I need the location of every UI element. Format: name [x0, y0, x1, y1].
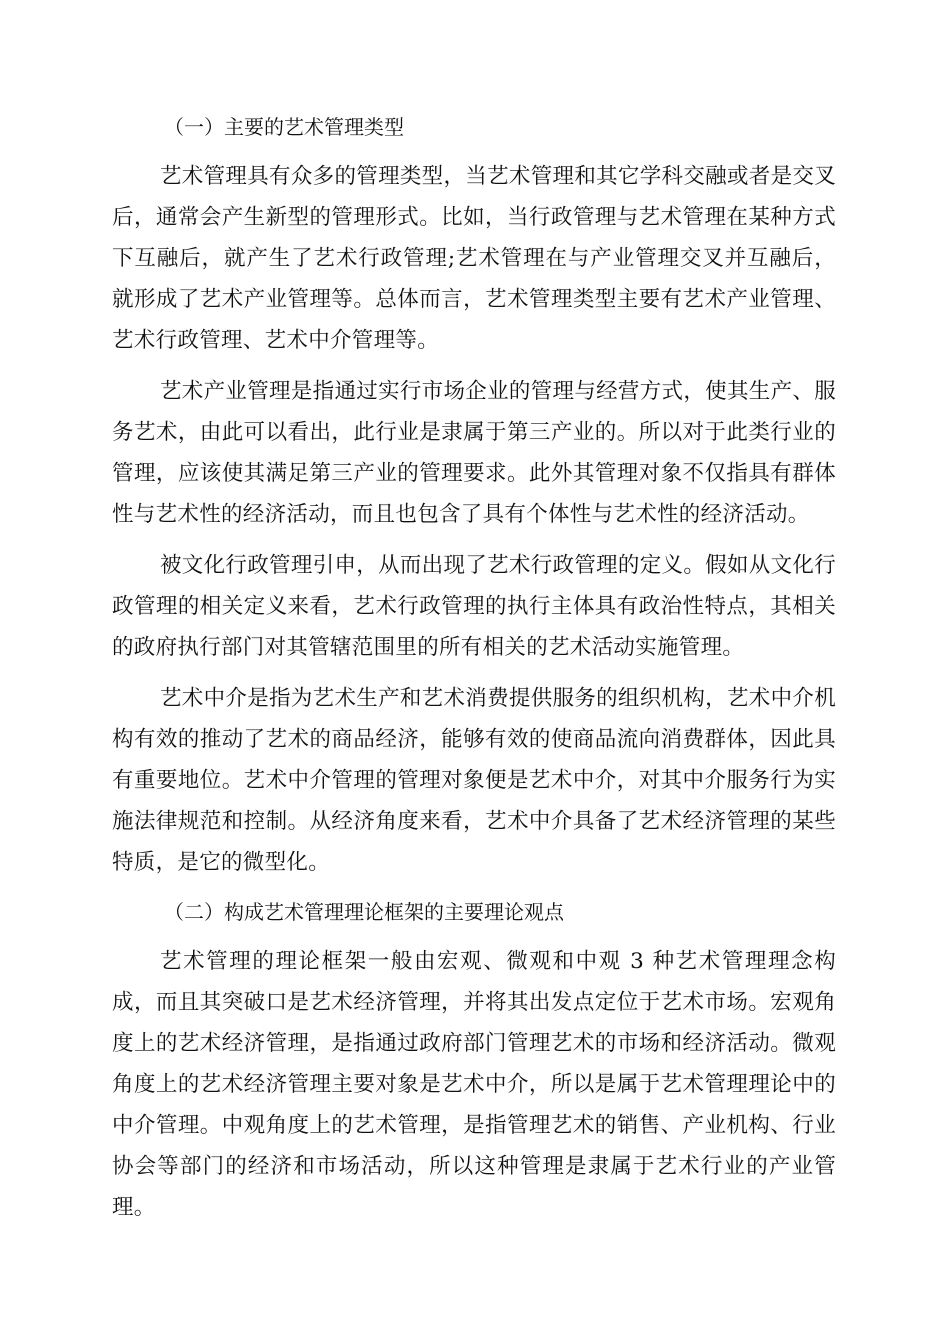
paragraph: 艺术管理的理论框架一般由宏观、微观和中观 3 种艺术管理理念构成，而且其突破口是艺术经济管理，并将其出发点定位于艺术市场。宏观角度上的艺术经济管理，是指通过政府部门管理艺术的市场和经济活动。微观角度上的艺术经济管理主要对象是艺术中介，所以是属于艺术管理理论中的中介管理。中观角度上的艺术管理，是指管理艺术的销售、产业机构、行业协会等部门的经济和市场活动，所以这种管理是隶属于艺术行业的产业管理。	[112, 949, 836, 1220]
paragraph: 艺术管理具有众多的管理类型，当艺术管理和其它学科交融或者是交叉后，通常会产生新型的管理形式。比如，当行政管理与艺术管理在某种方式下互融后，就产生了艺术行政管理;艺术管理在与产业管理交叉并互融后，就形成了艺术产业管理等。总体而言，艺术管理类型主要有艺术产业管理、艺术行政管理、艺术中介管理等。	[112, 164, 836, 353]
section-heading: （二）构成艺术管理理论框架的主要理论观点	[164, 900, 564, 924]
document-body	[112, 108, 836, 1238]
paragraph: 艺术产业管理是指通过实行市场企业的管理与经营方式，使其生产、服务艺术，由此可以看出，此行业是隶属于第三产业的。所以对于此类行业的管理，应该使其满足第三产业的管理要求。此外其管理对象不仅指具有群体性与艺术性的经济活动，而且也包含了具有个体性与艺术性的经济活动。	[112, 379, 836, 527]
paragraph: 被文化行政管理引申，从而出现了艺术行政管理的定义。假如从文化行政管理的相关定义来看，艺术行政管理的执行主体具有政治性特点，其相关的政府执行部门对其管辖范围里的所有相关的艺术活动实施管理。	[112, 553, 836, 660]
section-heading: （一）主要的艺术管理类型	[164, 115, 404, 139]
paragraph: 艺术中介是指为艺术生产和艺术消费提供服务的组织机构，艺术中介机构有效的推动了艺术的商品经济，能够有效的使商品流向消费群体，因此具有重要地位。艺术中介管理的管理对象便是艺术中介，对其中介服务行为实施法律规范和控制。从经济角度来看，艺术中介具备了艺术经济管理的某些特质，是它的微型化。	[112, 686, 836, 875]
